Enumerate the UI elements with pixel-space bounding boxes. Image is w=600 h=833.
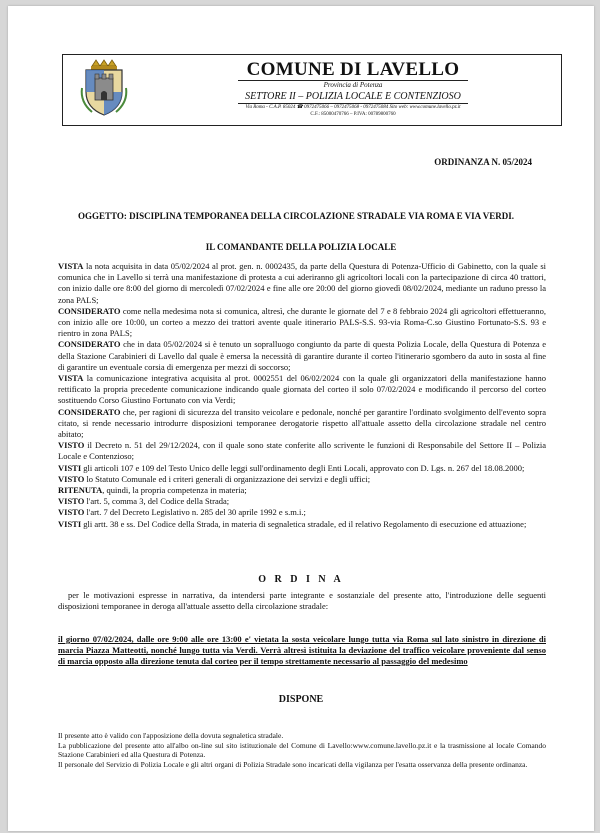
consideration-text: la nota acquisita in data 05/02/2024 al prot. gen. n. 0002435, da parte della Questura di Potenza-Ufficio di Gabinetto, con la quale si comunica che in Lavello si terrà una manifestazione di protesta a cui aderiranno gli agricoltori locali con la partecipazione di circa 40 trattori, con inizio dalle ore 8:00 del giorno di mercoledì 07/02/2024 e fine alle ore 20:00 del giorno giovedì 08/02/2024, mediante un raduno presso la zona PALS;: [58, 261, 546, 305]
consideration-lead: CONSIDERATO: [58, 406, 121, 417]
tax-ids: C.F.: 85000470766 – P.IVA: 00789800760: [310, 112, 396, 117]
consideration-paragraph: [58, 507, 546, 518]
consideration-paragraph: [58, 339, 546, 373]
consideration-text: lo Statuto Comunale ed i criteri generali di organizzazione dei servizi e degli uffici;: [84, 473, 371, 484]
motivation-paragraph: per le motivazioni espresse in narrativa, da intendersi parte integrante e sostanziale del presente atto, l'introduzione delle seguenti disposizioni temporanee in deroga all'attuale assetto della circolazione stradale:: [58, 590, 546, 612]
decree-paragraph: il giorno 07/02/2024, dalle ore 9:00 alle ore 13:00 e' vietata la sosta veicolare lungo tutta via Roma sul lato sinistro in direzione di marcia Piazza Matteotti, nonché lungo tutta via Verdi. Verrà altresì istituita la deviazione del traffico veicolare proveniente dal senso di marcia opposto alla direzione tenuta dal corteo per il tempo strettamente necessario al passaggio del medesimo: [58, 634, 546, 666]
consideration-lead: VISTO: [58, 496, 85, 507]
considerations-block: [58, 261, 546, 530]
document-page: [8, 6, 594, 831]
consideration-paragraph: [58, 306, 546, 340]
footer-block: [58, 731, 546, 769]
consideration-text: che, per ragioni di sicurezza del transito veicolare e pedonale, nonché per garantire l'ordinato svolgimento dell'evento sopra citato, si rende necessario introdurre disposizioni temporanee derogatorie rispetto all'attuale assetto della circolazione stradale nel centro abitato;: [58, 406, 546, 440]
consideration-paragraph: [58, 407, 546, 441]
consideration-paragraph: [58, 440, 546, 462]
consideration-text: la comunicazione integrativa acquisita al prot. 0002551 del 06/02/2024 con la quale gli organizzatori della manifestazione hanno rettificato la propria precedente comunicazione indicando quale giornata del corteo il solo 07/02/2024 e modificando il percorso del corteo sostituendo Corso Giustino Fortunato con via Verdi;: [58, 373, 546, 406]
subject-line: [78, 211, 514, 221]
consideration-paragraph: [58, 463, 546, 474]
consideration-text: come nella medesima nota si comunica, altresì, che durante le giornate del 7 e 8 febbraio 2024 gli agricoltori effettueranno, con inizio alle ore 10:00, un corteo a mezzo dei trattori avente quale itinerario PALS-S.S. 93-via Roma-C.so Giustino Fortunato-S.S. 93 e rientro in zona PALS;: [58, 305, 546, 339]
consideration-lead: VISTO: [58, 473, 85, 484]
consideration-text: gli articoli 107 e 109 del Testo Unico delle leggi sull'ordinamento degli Enti Locali, approvato con D. Lgs. n. 267 del 18.08.2000;: [81, 462, 525, 473]
consideration-paragraph: [58, 485, 546, 496]
consideration-paragraph: [58, 373, 546, 407]
sector-label: SETTORE II – POLIZIA LOCALE E CONTENZIOSO: [245, 91, 461, 102]
consideration-paragraph: [58, 261, 546, 306]
consideration-lead: CONSIDERATO: [58, 339, 121, 350]
contact-address: Via Roma - C.A.P. 85024 ☎ 0972475066 – 0972475068 - 0972475084 Sito web: www.comune.lavello.pz.it: [245, 105, 461, 110]
consideration-text: l'art. 7 del Decreto Legislativo n. 285 del 30 aprile 1992 e s.m.i.;: [84, 507, 306, 518]
consideration-paragraph: [58, 496, 546, 507]
footer-paragraph: Il presente atto è valido con l'apposizione della dovuta segnaletica stradale.: [58, 731, 284, 740]
consideration-paragraph: [58, 519, 546, 530]
consideration-lead: VISTI: [58, 462, 82, 473]
coat-of-arms-icon: [78, 58, 130, 118]
consideration-lead: CONSIDERATO: [58, 305, 121, 316]
provisions-heading: DISPONE: [278, 694, 324, 705]
consideration-lead: VISTO: [58, 440, 85, 451]
orders-heading: O R D I N A: [258, 574, 344, 585]
municipality-title: COMUNE DI LAVELLO: [246, 59, 460, 80]
consideration-lead: VISTA: [58, 373, 84, 384]
consideration-text: il Decreto n. 51 del 29/12/2024, con il quale sono state conferite allo scrivente le funzioni di Responsabile del Settore II – Polizia Locale e Contenzioso;: [58, 440, 546, 462]
issuer-heading: IL COMANDANTE DELLA POLIZIA LOCALE: [205, 242, 397, 252]
consideration-lead: VISTA: [58, 261, 84, 271]
ordinance-number: ORDINANZA N. 05/2024: [434, 157, 532, 167]
footer-paragraph: Il personale del Servizio di Polizia Locale e gli altri organi di Polizia Stradale sono incaricati della vigilanza per l'esatta osservanza della presente ordinanza.: [58, 759, 528, 769]
subject-label: OGGETTO: [78, 211, 124, 221]
footer-paragraph: La pubblicazione del presente atto all'albo on-line sul sito istituzionale del Comune di Lavello:www.comune.lavello.pz.it e la trasmissione al locale Comando Stazione Carabinieri ed alla Questura di Potenza.: [58, 740, 546, 760]
consideration-text: , quindi, la propria competenza in materia;: [102, 485, 247, 496]
consideration-paragraph: [58, 474, 546, 485]
consideration-lead: RITENUTA: [58, 485, 103, 496]
province-label: Provincia di Potenza: [323, 81, 383, 89]
subject-text: : DISCIPLINA TEMPORANEA DELLA CIRCOLAZIONE STRADALE VIA ROMA E VIA VERDI.: [123, 211, 515, 221]
consideration-lead: VISTO: [58, 507, 85, 518]
consideration-text: gli artt. 38 e ss. Del Codice della Strada, in materia di segnaletica stradale, ed il relativo Regolamento di esecuzione ed attuazione;: [81, 518, 527, 529]
consideration-lead: VISTI: [58, 518, 82, 529]
consideration-text: che in data 05/02/2024 si è tenuto un sopralluogo congiunto da parte di questa Polizia Locale, della Questura di Potenza e della Stazione Carabinieri di Lavello dal quale è emersa la necessità di garantire durante il corteo l'itinerario sgombero da auto in sosta al fine di garantire un eventuale corsia di emergenza per mezzi di soccorso;: [58, 339, 546, 372]
consideration-text: l'art. 5, comma 3, del Codice della Strada;: [84, 496, 230, 507]
